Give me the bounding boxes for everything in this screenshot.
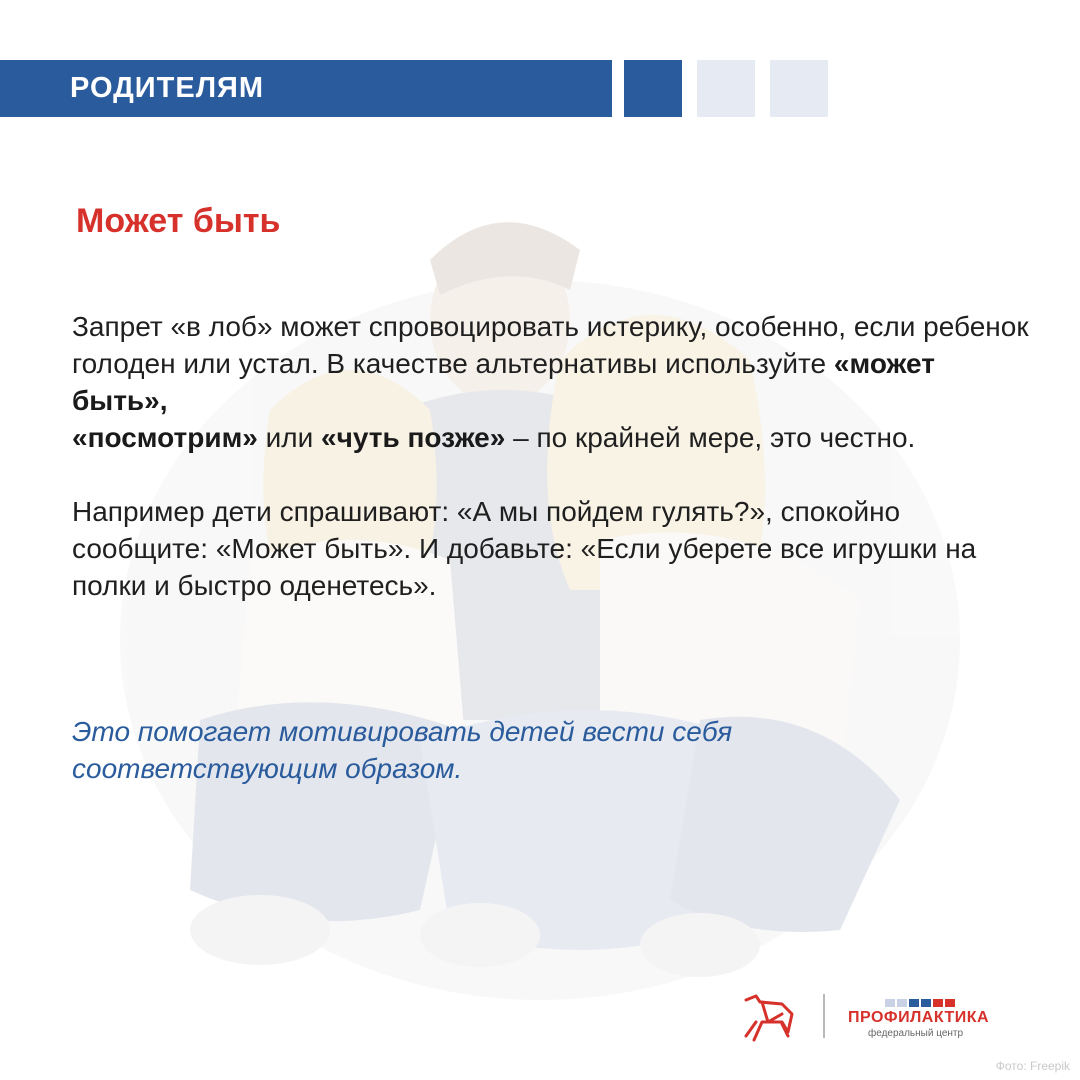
text-span: Запрет «в лоб» может спровоцировать истерику, особенно, если ребенок голоден или устал. В качестве альтернативы используйте bbox=[72, 311, 1029, 379]
text-span: или bbox=[257, 422, 322, 453]
logo-square bbox=[921, 999, 931, 1007]
body-text bbox=[72, 308, 1032, 604]
bold-phrase: «чуть позже» bbox=[321, 422, 506, 453]
logo-square bbox=[897, 999, 907, 1007]
logo-square bbox=[945, 999, 955, 1007]
header-title: РОДИТЕЛЯМ bbox=[70, 72, 265, 104]
logo-subtitle: федеральный центр bbox=[868, 1028, 964, 1039]
header-square-light bbox=[770, 60, 828, 117]
logo-squares bbox=[885, 994, 957, 1002]
bold-phrase: «посмотрим» bbox=[72, 422, 258, 453]
header-bar bbox=[0, 60, 612, 117]
horse-icon bbox=[732, 990, 804, 1042]
logo-name: ПРОФИЛАКТИКА bbox=[848, 1009, 990, 1026]
photo-credit: Фото: Freepik bbox=[995, 1059, 1070, 1073]
section-title: Может быть bbox=[76, 202, 281, 240]
logo-square bbox=[933, 999, 943, 1007]
text-span: – по крайней мере, это честно. bbox=[505, 422, 916, 453]
logo-square bbox=[885, 999, 895, 1007]
header-square-light bbox=[697, 60, 755, 117]
paragraph-2: Например дети спрашивают: «А мы пойдем гулять?», спокойно сообщите: «Может быть». И добавьте: «Если уберете все игрушки на полки и быстро оденетесь». bbox=[72, 496, 977, 601]
logo-square bbox=[909, 999, 919, 1007]
paragraph-1 bbox=[72, 308, 1032, 456]
header-square-blue bbox=[624, 60, 682, 117]
italic-note: Это помогает мотивировать детей вести себя соответствующим образом. bbox=[72, 716, 733, 784]
logo-divider bbox=[823, 994, 825, 1038]
bold-phrase: «может быть», bbox=[72, 348, 935, 416]
profilaktika-logo bbox=[732, 988, 1012, 1050]
